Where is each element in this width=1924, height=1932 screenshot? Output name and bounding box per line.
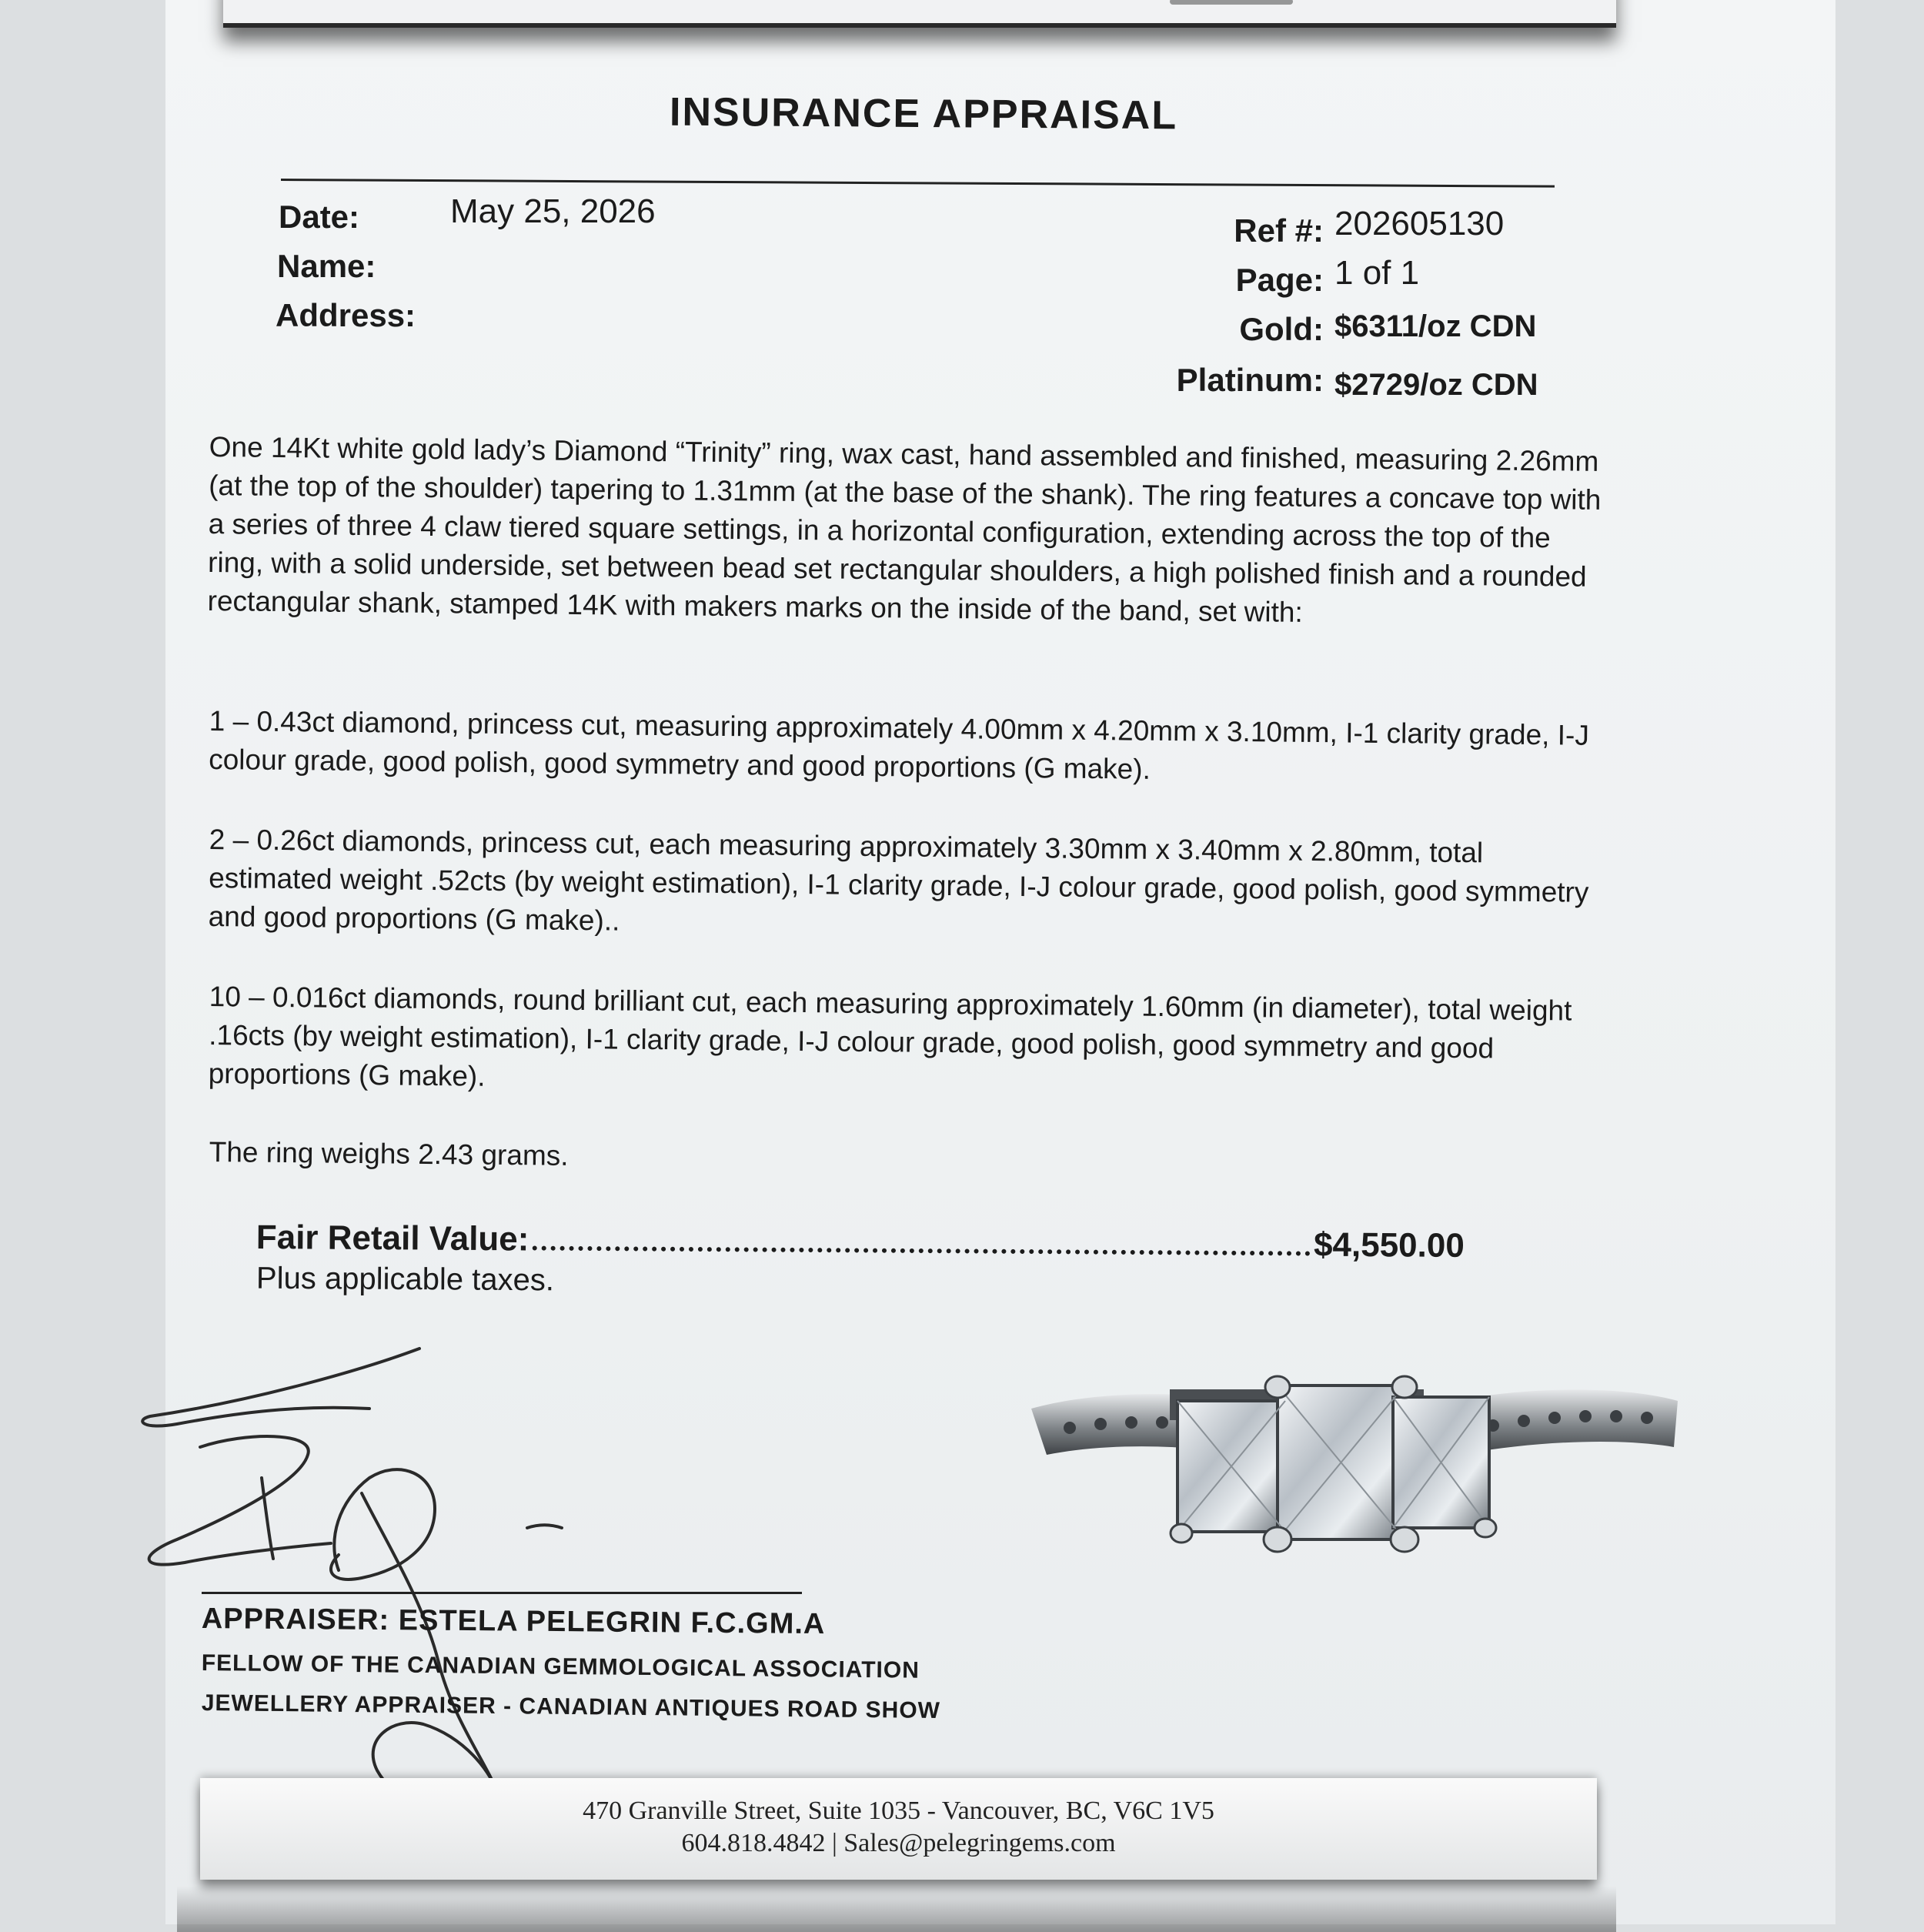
top-banner	[223, 0, 1616, 28]
platinum-price: $2729/oz CDN	[1334, 368, 1538, 402]
appraiser-credential: JEWELLERY APPRAISER - CANADIAN ANTIQUES ROAD SHOW	[201, 1690, 941, 1724]
page-value: 1 of 1	[1334, 254, 1420, 292]
stone-entry: 1 – 0.43ct diamond, princess cut, measuring approximately 4.00mm x 4.20mm x 3.10mm, I-1 clarity grade, I-J colour grade, good polish, good symmetry and good proportions (G make).	[209, 704, 1590, 785]
top-banner-remnant	[1170, 0, 1293, 5]
appraiser-credential: FELLOW OF THE CANADIAN GEMMOLOGICAL ASSOCIATION	[201, 1650, 920, 1683]
company-contact: 604.818.4842 | Sales@pelegringems.com	[681, 1829, 1116, 1857]
name-label: Name:	[277, 248, 376, 284]
stone-entry: 2 – 0.26ct diamonds, princess cut, each measuring approximately 3.30mm x 3.40mm x 2.80mm, total estimated weight .52cts (by weight estimation), I-1 clarity grade, I-J colour grade, good polish, good symmetry and good proportions (G make)..	[208, 823, 1589, 937]
fair-retail-amount: $4,550.00	[1313, 1225, 1465, 1265]
appraiser-signature	[131, 1339, 623, 1817]
stone-entry: 10 – 0.016ct diamonds, round brilliant cut, each measuring approximately 1.60mm (in diameter), total weight .16cts (by weight estimation), I-1 clarity grade, I-J colour grade, good polish, good symmetry and good proportions (G make).	[208, 980, 1572, 1092]
ref-value: 202605130	[1334, 205, 1505, 242]
platinum-label: Platinum:	[1176, 362, 1324, 398]
date-value: May 25, 2026	[450, 192, 656, 230]
signature-line	[202, 1592, 802, 1594]
page-label: Page:	[1235, 262, 1324, 298]
address-label: Address:	[276, 297, 416, 333]
company-footer	[200, 1778, 1597, 1880]
taxes-note: Plus applicable taxes.	[256, 1261, 555, 1298]
leader-dots	[532, 1246, 1311, 1256]
ring-description: One 14Kt white gold lady’s Diamond “Trinity” ring, wax cast, hand assembled and finished, measuring 2.26mm (at the top of the shoulder) tapering to 1.31mm (at the base of the shank). The ring features a concave top with a series of three 4 claw tiered square settings, in a horizontal configuration, extending across the top of the ring, with a solid underside, set between bead set rectangular shoulders, a high polished finish and a rounded rectangular shank, stamped 14K with makers marks on the inside of the band, set with:	[207, 430, 1602, 628]
date-label: Date:	[279, 199, 360, 235]
appraiser-name: APPRAISER: ESTELA PELEGRIN F.C.GM.A	[201, 1603, 826, 1641]
ring-weight-note: The ring weighs 2.43 grams.	[209, 1135, 569, 1172]
ref-label: Ref #:	[1234, 212, 1324, 249]
company-address: 470 Granville Street, Suite 1035 - Vancouver, BC, V6C 1V5	[583, 1797, 1214, 1825]
page-edge-shadow	[177, 1886, 1616, 1932]
document-title: INSURANCE APPRAISAL	[669, 89, 1178, 139]
gold-price: $6311/oz CDN	[1334, 309, 1537, 343]
gold-label: Gold:	[1239, 311, 1324, 347]
ring-photo	[1024, 1355, 1685, 1586]
fair-retail-label: Fair Retail Value:	[256, 1218, 529, 1258]
